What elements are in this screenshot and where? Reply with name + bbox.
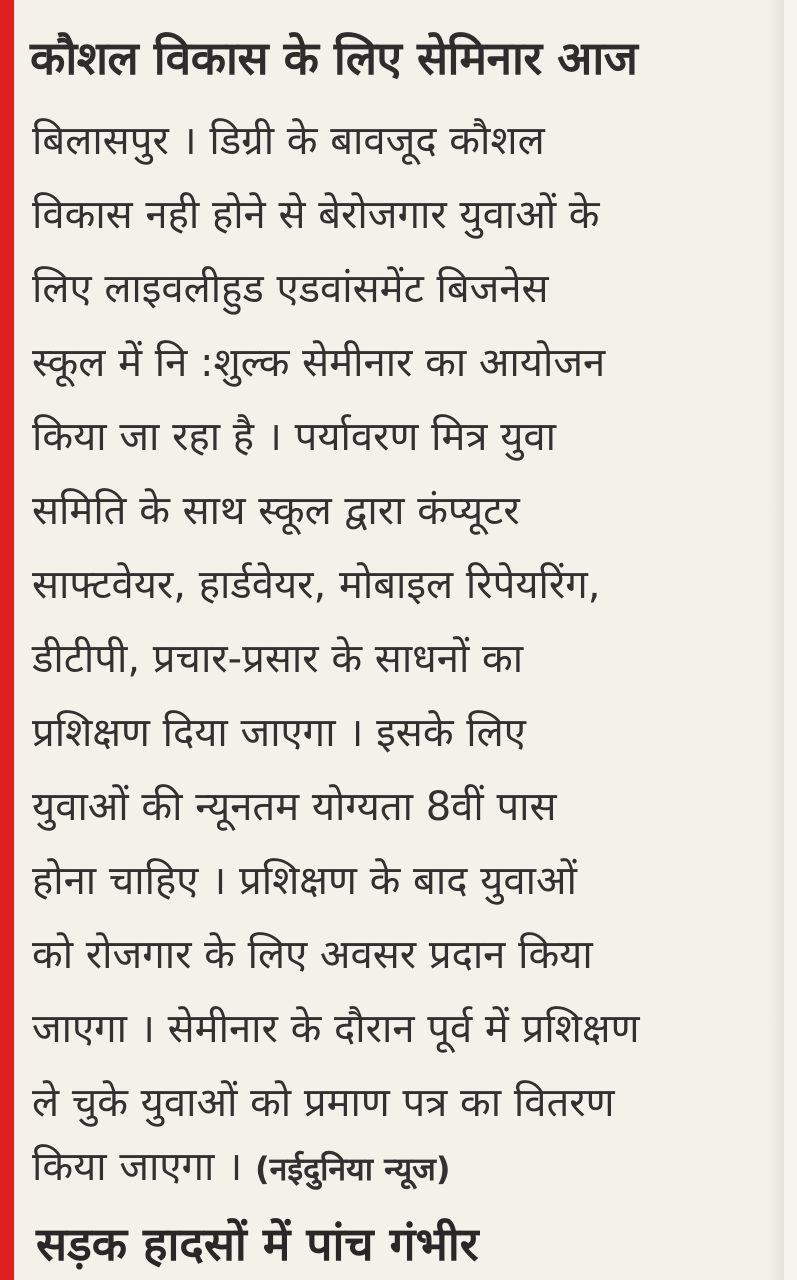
- article-credit: (नईदुनिया न्यूज): [255, 1150, 451, 1188]
- paper-fold-shadow: [766, 0, 784, 1280]
- article-line: ले चुके युवाओं को प्रमाण पत्र का वितरण: [32, 1080, 615, 1126]
- article-line: किया जाएगा ।: [32, 1144, 243, 1190]
- article-line: विकास नही होने से बेरोजगार युवाओं के: [32, 192, 600, 238]
- article-line: को रोजगार के लिए अवसर प्रदान किया: [32, 932, 593, 978]
- article-line: प्रशिक्षण दिया जाएगा । इसके लिए: [32, 710, 526, 756]
- article-line: जाएगा । सेमीनार के दौरान पूर्व में प्रशिक्षण: [32, 1006, 640, 1052]
- article-line: युवाओं की न्यूनतम योग्यता 8वीं पास: [32, 784, 557, 830]
- article-line: समिति के साथ स्कूल द्वारा कंप्यूटर: [32, 488, 520, 534]
- article-line: होना चाहिए । प्रशिक्षण के बाद युवाओं: [32, 858, 577, 904]
- next-article-headline: सड़क हादसों में पांच गंभीर: [36, 1217, 479, 1271]
- article-line: स्कूल में नि :शुल्क सेमीनार का आयोजन: [32, 340, 606, 386]
- paper-edge: [784, 0, 797, 1280]
- newspaper-clipping: [14, 0, 784, 1280]
- article-line: डीटीपी, प्रचार-प्रसार के साधनों का: [32, 636, 524, 682]
- article-line: किया जा रहा है । पर्यावरण मित्र युवा: [32, 414, 557, 460]
- article-headline: कौशल विकास के लिए सेमिनार आज: [30, 31, 638, 85]
- article-line: लिए लाइवलीहुड एडवांसमेंट बिजनेस: [32, 266, 549, 312]
- article-last-line: [32, 1134, 451, 1202]
- article-line: बिलासपुर । डिग्री के बावजूद कौशल: [32, 118, 545, 164]
- article-line: साफ्टवेयर, हार्डवेयर, मोबाइल रिपेयरिंग,: [32, 562, 601, 608]
